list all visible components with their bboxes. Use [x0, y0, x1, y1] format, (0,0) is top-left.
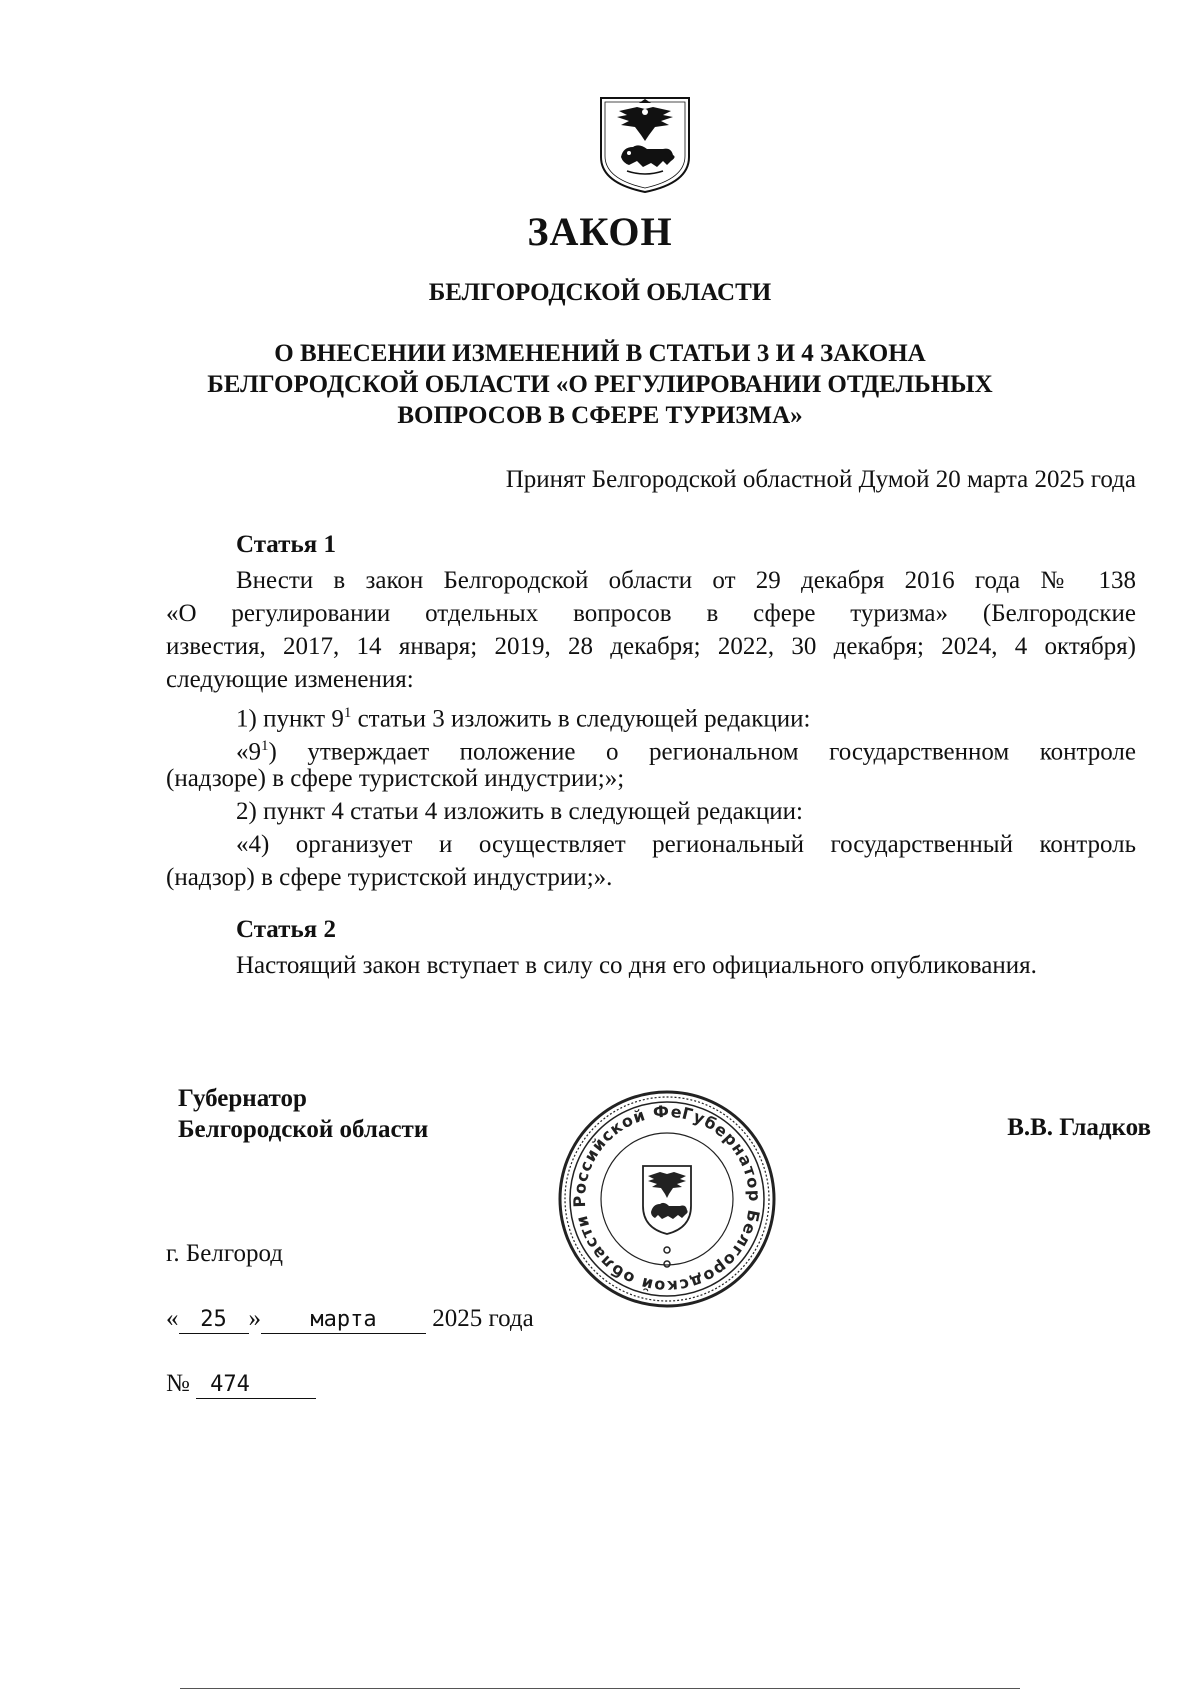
bottom-divider [180, 1688, 1020, 1689]
amendment-quote-1-line-2: (надзоре) в сфере туристской индустрии;»; [166, 765, 625, 792]
amendment-quote-2: «4) организует и осуществляет региональный государственный контроль [236, 831, 1136, 858]
article-1-line: известия, 2017, 14 января; 2019, 28 декабря; 2022, 30 декабря; 2024, 4 октября) [166, 633, 1136, 660]
date-day: 25 [179, 1307, 249, 1334]
position-line: Губернатор [178, 1085, 307, 1112]
signatory-position [178, 1083, 428, 1145]
quote-1-text-end: ) утверждает положение о региональном государственном контроле [268, 738, 1136, 766]
date-close-quote: » [248, 1305, 261, 1332]
svg-text:Губернатор Белгородской област [556, 1088, 778, 1310]
law-number [166, 1370, 316, 1399]
coat-of-arms-icon [597, 95, 693, 195]
number-label: № [166, 1370, 190, 1397]
article-1-line: «О регулировании отдельных вопросов в сфере туризма» (Белгородские [166, 600, 1136, 627]
item-1-text-end: статьи 3 изложить в следующей редакции: [351, 705, 811, 733]
article-1-line: следующие изменения: [166, 666, 414, 693]
document-title [0, 338, 1200, 431]
title-line: ВОПРОСОВ В СФЕРЕ ТУРИЗМА» [397, 402, 803, 429]
position-line: Белгородской области [178, 1116, 429, 1143]
amendment-quote-2-line-2: (надзор) в сфере туристской индустрии;». [166, 864, 613, 891]
article-1-line: Внести в закон Белгородской области от 29 декабря 2016 года № 138 [236, 567, 1136, 594]
document-type: ЗАКОН [527, 209, 673, 254]
item-1-text-start: 1) пункт 9 [236, 705, 344, 733]
adoption-note: Принят Белгородской областной Думой 20 марта 2025 года [505, 466, 1136, 493]
amendment-item-2: 2) пункт 4 статьи 4 изложить в следующей редакции: [236, 798, 803, 825]
date-month: марта [261, 1307, 426, 1334]
date-year: 2025 года [426, 1305, 534, 1332]
quote-1-text-start: «9 [236, 738, 261, 766]
title-line: БЕЛГОРОДСКОЙ ОБЛАСТИ «О РЕГУЛИРОВАНИИ ОТДЕЛЬНЫХ [207, 371, 993, 398]
article-2-text: Настоящий закон вступает в силу со дня его официального опубликования. [236, 952, 1037, 979]
date-open-quote: « [166, 1305, 179, 1332]
superscript: 1 [261, 738, 269, 754]
round-seal-icon [556, 1088, 778, 1310]
article-1-heading: Статья 1 [236, 531, 336, 558]
document-region: БЕЛГОРОДСКОЙ ОБЛАСТИ [428, 279, 772, 306]
superscript: 1 [343, 705, 352, 721]
article-2-heading: Статья 2 [236, 916, 336, 943]
signatory-name: В.В. Гладков [1007, 1114, 1151, 1141]
seal-text: Губернатор Белгородской области Российской Федерации [569, 1101, 765, 1297]
number-value: 474 [196, 1372, 316, 1399]
place-of-signing: г. Белгород [166, 1240, 283, 1267]
signing-date [166, 1305, 534, 1334]
title-line: О ВНЕСЕНИИ ИЗМЕНЕНИЙ В СТАТЬИ 3 И 4 ЗАКОНА [274, 340, 926, 367]
